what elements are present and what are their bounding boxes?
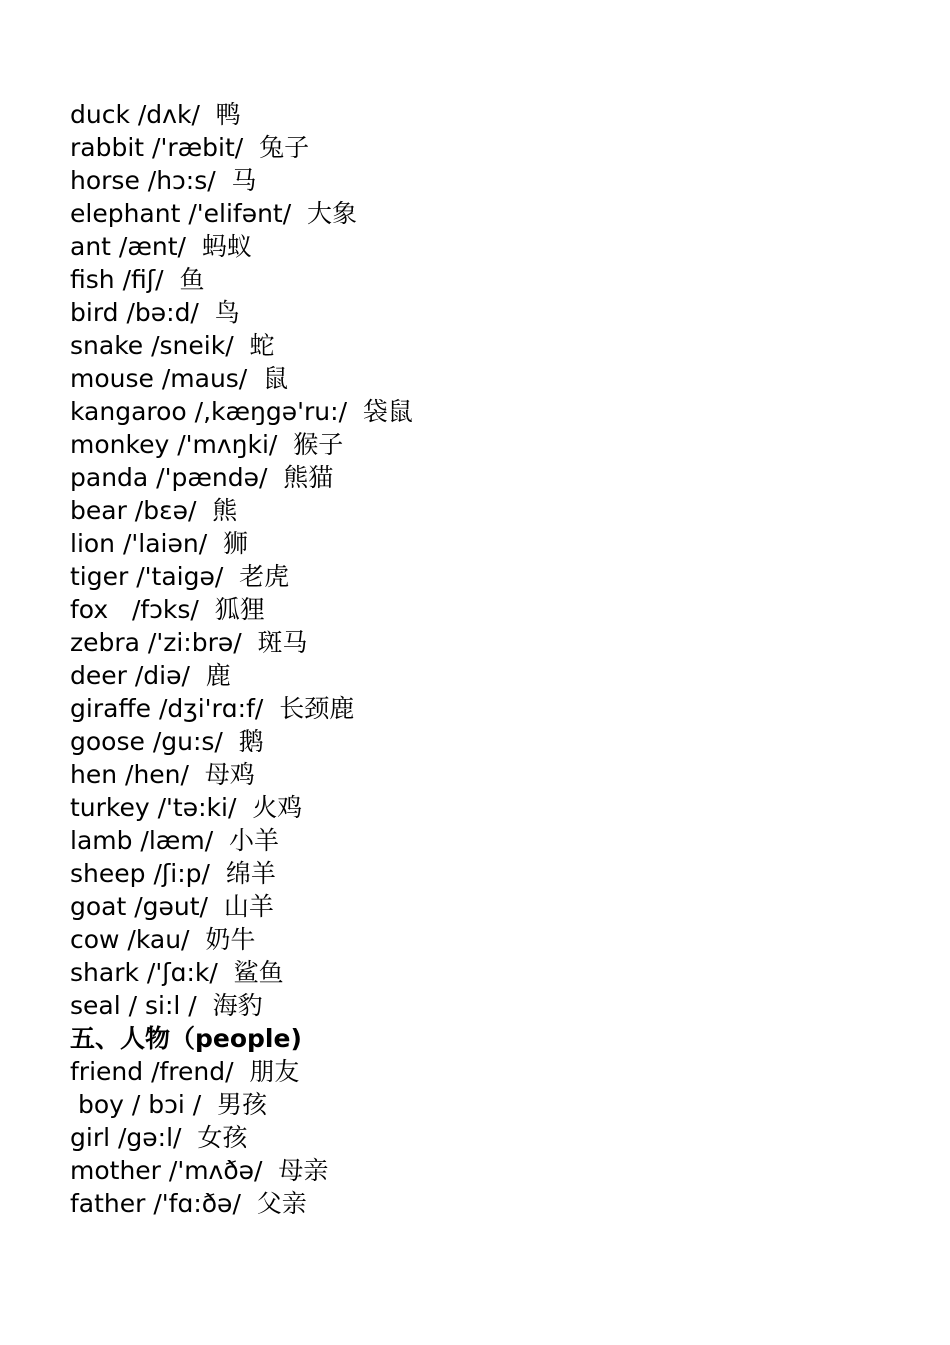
vocab-line-horse: horse /hɔ:s/ 马 bbox=[70, 166, 257, 195]
vocab-line-rabbit: rabbit /'ræbit/ 兔子 bbox=[70, 133, 310, 162]
vocab-line-boy: boy / bɔi / 男孩 bbox=[70, 1090, 268, 1119]
vocab-line-lamb: lamb /læm/ 小羊 bbox=[70, 826, 280, 855]
vocab-line-cow: cow /kau/ 奶牛 bbox=[70, 925, 256, 954]
vocab-line-goose: goose /gu:s/ 鹅 bbox=[70, 727, 264, 756]
vocab-line-mouse: mouse /maus/ 鼠 bbox=[70, 364, 289, 393]
vocab-line-zebra: zebra /'zi:brə/ 斑马 bbox=[70, 628, 308, 657]
vocab-line-fish: fish /fiʃ/ 鱼 bbox=[70, 265, 205, 294]
vocab-line-bear: bear /bɛə/ 熊 bbox=[70, 496, 238, 525]
vocab-line-duck: duck /dʌk/ 鸭 bbox=[70, 100, 241, 129]
vocab-line-seal: seal / si:l / 海豹 bbox=[70, 991, 263, 1020]
vocab-line-shark: shark /'ʃɑ:k/ 鲨鱼 bbox=[70, 958, 284, 987]
vocab-line-ant: ant /ænt/ 蚂蚁 bbox=[70, 232, 252, 261]
vocab-line-goat: goat /gəut/ 山羊 bbox=[70, 892, 274, 921]
section-heading-people: 五、人物（people) bbox=[70, 1024, 302, 1053]
vocab-line-fox: fox /fɔks/ 狐狸 bbox=[70, 595, 265, 624]
vocab-line-kangaroo: kangaroo /,kæŋgə'ru:/ 袋鼠 bbox=[70, 397, 413, 426]
vocab-line-lion: lion /'laiən/ 狮 bbox=[70, 529, 249, 558]
vocab-line-bird: bird /bə:d/ 鸟 bbox=[70, 298, 240, 327]
vocab-line-sheep: sheep /ʃi:p/ 绵羊 bbox=[70, 859, 276, 888]
vocab-line-friend: friend /frend/ 朋友 bbox=[70, 1057, 300, 1086]
vocab-line-girl: girl /gə:l/ 女孩 bbox=[70, 1123, 248, 1152]
vocab-line-elephant: elephant /'elifənt/ 大象 bbox=[70, 199, 358, 228]
vocab-line-panda: panda /'pændə/ 熊猫 bbox=[70, 463, 334, 492]
vocab-line-turkey: turkey /'tə:ki/ 火鸡 bbox=[70, 793, 303, 822]
vocab-line-snake: snake /sneik/ 蛇 bbox=[70, 331, 275, 360]
vocab-line-hen: hen /hen/ 母鸡 bbox=[70, 760, 255, 789]
vocab-line-father: father /'fɑ:ðə/ 父亲 bbox=[70, 1189, 307, 1218]
vocabulary-list bbox=[70, 98, 413, 1220]
vocab-line-tiger: tiger /'taigə/ 老虎 bbox=[70, 562, 290, 591]
vocab-line-deer: deer /diə/ 鹿 bbox=[70, 661, 231, 690]
vocab-line-giraffe: giraffe /dʒi'rɑ:f/ 长颈鹿 bbox=[70, 694, 355, 723]
vocab-line-mother: mother /'mʌðə/ 母亲 bbox=[70, 1156, 329, 1185]
vocab-line-monkey: monkey /'mʌŋki/ 猴子 bbox=[70, 430, 344, 459]
